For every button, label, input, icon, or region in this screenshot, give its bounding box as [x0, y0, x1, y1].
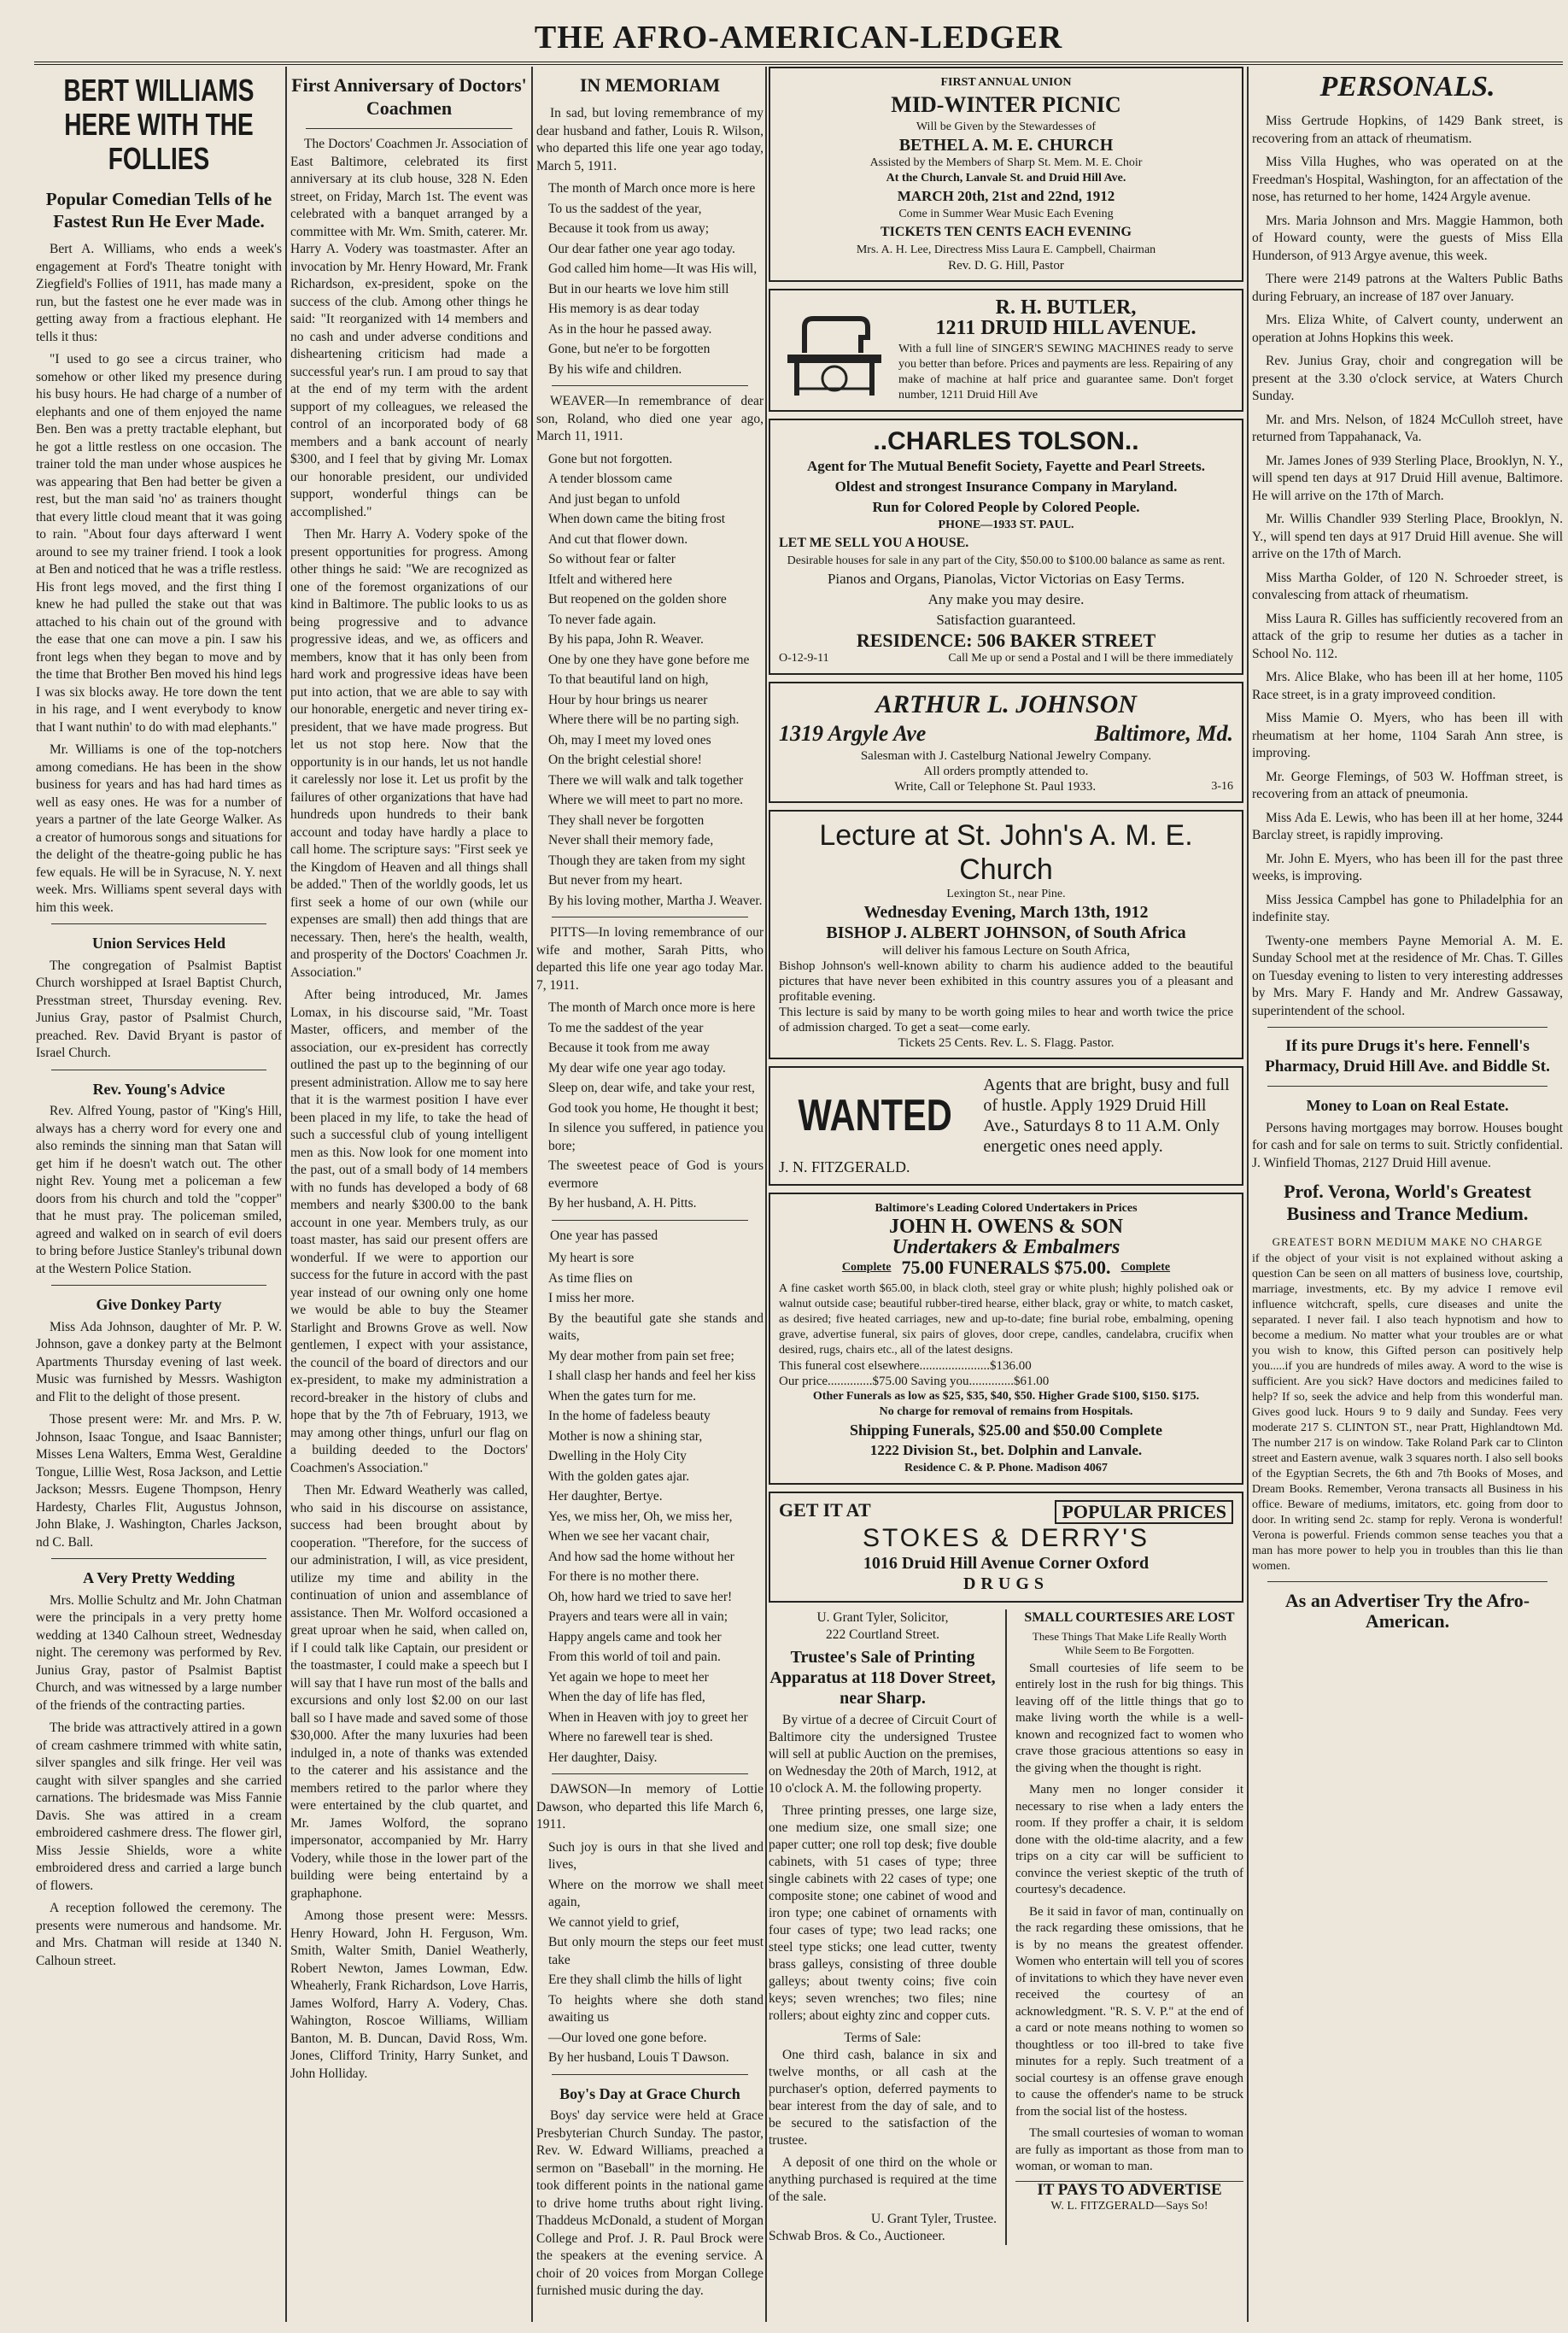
article-paragraph: Then Mr. Harry A. Vodery spoke of the present opportunities for progress. Among other things he said: "We are recognized as one of the foremost organizations of our kind in Baltimore. The public looks to us as being progressive and to advance progressive ideas, and we, as officers and members, know that it has only been from hard work and progressive ideas have been put into action, that we are able to say with our honorable, energetic and never tiring ex-president, that we have made progress. But let us not stop here. Now that the opportunity is in our hands, let us not handle it carelessly nor lose it. Let us profit by the failures of other organizations that have had hundreds upon hundreds to their bank account and today have hardly a place to call home. The scripture says: "First seek ye the Kingdom of Heaven and all things shall be added." Then of the worldly goods, let us first seek a home of our own (while our expenses are small) then add things that are necessary. Then, here's the health, wealth, and prosperity of the Doctors' Coachmen Jr. Association.": [290, 527, 528, 980]
picnic-ad: [769, 67, 1243, 282]
tolson-footer: [779, 651, 1233, 666]
picnic-dates: MARCH 20th, 21st and 22nd, 1912: [897, 188, 1115, 204]
picnic-pastor: Rev. D. G. Hill, Pastor: [948, 259, 1064, 273]
poem-line: Because it took from us away;: [548, 221, 710, 236]
poem-line: Gone but not forgotten.: [548, 451, 673, 466]
wanted-ad: [769, 1066, 1243, 1186]
poem-line: Our dear father one year ago today.: [548, 241, 735, 256]
courtesies-paragraph: The small courtesies of woman to woman are fully as important as those from man to woman, or woman to man.: [1015, 2126, 1243, 2173]
personal-item: Mr. John E. Myers, who has been ill for the past three weeks, is improving.: [1252, 851, 1563, 883]
personal-item: Miss Gertrude Hopkins, of 1429 Bank street, is recovering from an attack of rheumatism.: [1252, 114, 1563, 146]
lecture-date: Wednesday Evening, March 13th, 1912: [863, 903, 1149, 922]
owens-top: Baltimore's Leading Colored Undertakers in Prices: [875, 1202, 1138, 1215]
personal-item: Mr. James Jones of 939 Sterling Place, Brooklyn, N. Y., will spend ten days at 917 Druid Hill avenue, Baltimore. He will arrive on the 17th of March.: [1252, 453, 1563, 503]
courtesies-paragraph: Small courtesies of life seem to be entirely lost in the rush for big things. This leaving off of the little things that go to make living worth the while is a well-known and recognized fact to women who crave those gracious attentions so easy in the giving when the thought is right.: [1015, 1661, 1243, 1775]
picnic-line: Will be Given by the Stewardesses of: [916, 120, 1097, 133]
poem-line: Though they are taken from my sight: [548, 853, 746, 868]
owens-complete: Complete: [841, 1261, 892, 1274]
personal-item: There were 2149 patrons at the Walters Public Baths during February, an increase of 187 over January.: [1252, 272, 1563, 304]
johnson-street: 1319 Argyle Ave: [779, 721, 927, 746]
trustee-auctioneer: Schwab Bros. & Co., Auctioneer.: [769, 2229, 945, 2243]
personal-item: Mr. George Flemings, of 503 W. Hoffman street, is recovering from an attack of pneumonia.: [1252, 769, 1563, 801]
poem-line: Gone, but ne'er to be forgotten: [548, 342, 711, 356]
poem-line: Because it took from me away: [548, 1040, 710, 1055]
personal-item: Miss Laura R. Gilles has sufficiently recovered from an attack of the grip to resume her duties as a tacher in School No. 112.: [1252, 611, 1563, 661]
courtesies-paragraph: Many men no longer consider it necessary to rise when a lady enters the room. If they proffer a chair, it is seldom done with the old-time alacrity, and a few trips on a city car will be sufficient to convince the veriest skeptic of the truth of courtesy's decadence.: [1015, 1783, 1243, 1896]
rev-young-heading: Rev. Young's Advice: [92, 1080, 225, 1098]
stokes-address: 1016 Druid Hill Avenue Corner Oxford: [863, 1554, 1150, 1573]
poem-line: Dwelling in the Holy City: [548, 1449, 687, 1463]
trustee-paragraph: One third cash, balance in six and twelve months, or all cash at the purchaser's option, deferred payments to bear interest from the day of sale, and to be secured to the satisfaction of the trustee.: [769, 2048, 997, 2148]
poem-line: The sweetest peace of God is yours evermore: [548, 1158, 764, 1191]
ad-subcolumns: [769, 1609, 1243, 2245]
divider: [552, 2074, 748, 2075]
money-heading: Money to Loan on Real Estate.: [1306, 1097, 1509, 1114]
wanted-signature: J. N. FITZGERALD.: [779, 1158, 910, 1175]
poem-line: A tender blossom came: [548, 472, 673, 486]
sewing-machine-icon: [779, 303, 890, 397]
poem-line: There we will walk and talk together: [548, 772, 744, 788]
poem-line: My dear wife one year ago today.: [548, 1060, 726, 1076]
boys-day-paragraph: Boys' day service were held at Grace Presbyterian Church Sunday. The pastor, Rev. W. Edward Williams, preached a sermon on "Baseball" in the morning. He took different points in the national game to drive home truths about right living. Thaddeus McDonald, a student of Morgan College and Prof. J. R. Paul Brock were the speakers at the evening service. A choir of 20 voices from Morgan College furnished music during the day.: [536, 2108, 764, 2298]
trustee-terms: Terms of Sale:: [844, 2031, 921, 2045]
owens-price: Our price..............$75.00 Saving you..............$61.00: [779, 1375, 1050, 1388]
owens-funerals: 75.00 FUNERALS $75.00.: [901, 1257, 1111, 1278]
picnic-church: BETHEL A. M. E. CHURCH: [898, 136, 1114, 155]
poem-line: So without fear or falter: [548, 552, 676, 566]
lecture-line: Tickets 25 Cents. Rev. L. S. Flagg. Pastor.: [898, 1036, 1115, 1050]
advertise-line: IT PAYS TO ADVERTISE: [1015, 2181, 1243, 2199]
lecture-ad: [769, 810, 1243, 1059]
poem-line: Prayers and tears were all in vain;: [548, 1609, 728, 1624]
poem-line: I miss her more.: [548, 1291, 635, 1305]
courtesies-subhead: These Things That Make Life Really Worth While Seem to Be Forgotten.: [1032, 1629, 1227, 1656]
coachmen-headline: First Anniversary of Doctors' Coachmen: [291, 74, 527, 119]
fennell-ad: If its pure Drugs it's here. Fennell's Pharmacy, Druid Hill Ave. and Biddle St.: [1265, 1037, 1550, 1076]
article-paragraph: Miss Ada Johnson, daughter of Mr. P. W. Johnson, gave a donkey party at the Belmont Apartments Thursday evening of last week. Music was furnished by Messrs. Washigton and Flit to the delight of those present.: [36, 1319, 282, 1404]
tolson-line: Satisfaction guaranteed.: [936, 612, 1076, 628]
memorial-intro: In sad, but loving remembrance of my dear husband and father, Louis R. Wilson, who departed this life one year ago today, March 5, 1911.: [536, 106, 764, 173]
poem-line: Mother is now a shining star,: [548, 1428, 703, 1444]
poem-line: Itfelt and withered here: [548, 572, 673, 587]
poem-line: Where no farewell tear is shed.: [548, 1730, 713, 1744]
verona-body: if the object of your visit is not explained without asking a question Can be seen on all matters of business love, courtship, marriage, investments, etc. By my advice I remove evil influence witchcraft, spells, cure diseases and unite the separated. I never fail. I also teach hypnotism and how to become a medium. No matter what your troubles are or what you wish to know, this Gifted person can positively help you.....if you are hundreds of miles away. A word to the wise is sufficient. Are you sick? Have doctors and medicines failed to help? If so, seek the advice and help from this wonderful man. Gives good luck. Hours 9 to 9 daily and Sunday. Fees very moderate 217 S. CLINTON ST., near Pratt, Highlandtown Md. The number 217 is on window. Take Roland Park car to Clinton street and Eastern avenue, walk 3 squares north. I also sell books of the Egyptian Secrets, the 6th and 7th Books of Moses, and Dream Books. Remember, Verona transacts all Business in his office. Beware of mediums, imitators, etc. going from door to door. In writing send 2c. stamp for reply. Verona is wonderful! Verona is powerful. Friends common sense teaches you that a man has more power to help you in troubles than this lie than women.: [1252, 1251, 1563, 1573]
courtesies-paragraph: Be it said in favor of man, continually on the rack regarding these omissions, that he is by no means the greatest offender. Women who entertain will tell you of scores of invitations to which they have never even received the courtesy of an acknowledgment. "R. S. V. P." at the end of a card or note means nothing to women so thoughtless or too ill-bred to take five minutes for a reply. Such treatment of a social courtesy is an offense grave enough to cause the offender's name to be struck from the social list of the hostess.: [1015, 1904, 1243, 2119]
stokes-ad: [769, 1492, 1243, 1603]
picnic-line: At the Church, Lanvale St. and Druid Hill Ave.: [886, 172, 1126, 185]
poem-line: In silence you suffered, in patience you bore;: [548, 1121, 764, 1153]
divider: [51, 923, 266, 924]
poem-line: When the day of life has fled,: [548, 1690, 705, 1704]
poem-line: Such joy is ours in that she lived and lives,: [548, 1839, 764, 1872]
poem-line: One by one they have gone before me: [548, 652, 750, 667]
poem-line: To never fade again.: [548, 612, 657, 627]
owens-funerals-row: [779, 1257, 1233, 1278]
article-paragraph: Mr. Williams is one of the top-notchers among comedians. He has been in the show business for years and has had hard times as well as easy ones. He was for a number of years a partner of the late George Walker. As a creator of humorous songs and situations for the delight of the theatre-going public he has few equals. He will be in Syracuse, N. Y. next week. Mrs. Williams spent several days with him this week.: [36, 742, 282, 915]
butler-ad: [769, 289, 1243, 412]
poem-line: My heart is sore: [548, 1251, 635, 1265]
tolson-phone: PHONE—1933 ST. PAUL.: [938, 519, 1074, 531]
personals-list: [1252, 113, 1563, 1020]
divider: [1267, 1581, 1548, 1582]
johnson-line: All orders promptly attended to.: [923, 765, 1089, 778]
memorial-intro: One year has passed: [550, 1228, 658, 1243]
wanted-word: WANTED: [798, 1091, 952, 1140]
johnson-footer: [779, 779, 1233, 794]
poem-line: By her husband, Louis T Dawson.: [548, 2050, 729, 2065]
picnic-title: MID-WINTER PICNIC: [891, 92, 1121, 117]
boys-day-heading: Boy's Day at Grace Church: [559, 2084, 740, 2102]
poem-line: And cut that flower down.: [548, 531, 688, 547]
trustee-solicitor: U. Grant Tyler, Solicitor,: [816, 1610, 949, 1625]
poem-line: But only mourn the steps our feet must take: [548, 1935, 764, 1967]
butler-text: With a full line of SINGER'S SEWING MACHINES ready to serve you better than before. Prices and payments are less. Repairing of any make of machine at half price and guarantee same. Don't forget number, 1211 Druid Hill Ave: [898, 343, 1233, 402]
verona-heading: Prof. Verona, World's Greatest Business and Trance Medium.: [1284, 1181, 1531, 1224]
union-services-heading: Union Services Held: [92, 935, 225, 952]
picnic-line: Assisted by the Members of Sharp St. Mem. M. E. Choir: [869, 156, 1143, 169]
personal-item: Mrs. Maria Johnson and Mrs. Maggie Hammon, both of Howard county, were the guests of Miss Ella Hunderson, of 913 Argye avenue, this week.: [1252, 213, 1563, 263]
trustee-paragraph: A deposit of one third on the whole or anything purchased is required at the time of the sale.: [769, 2155, 997, 2204]
poem-line: God took you home, He thought it best;: [548, 1100, 759, 1116]
column-1: [36, 67, 282, 1975]
poem-line: Sleep on, dear wife, and take your rest,: [548, 1081, 755, 1095]
poem-line: Yet again we hope to meet her: [548, 1669, 709, 1685]
tolson-line: Agent for The Mutual Benefit Society, Fayette and Pearl Streets.: [806, 458, 1205, 474]
picnic-line: Come in Summer Wear Music Each Evening: [898, 208, 1114, 220]
article-paragraph: The congregation of Psalmist Baptist Church worshipped at Israel Baptist Church, Presstman street, Thursday evening. Rev. Junius Gray, pastor of Psalmist Church, preached. Rev. David Bryant is pastor of Israel Church.: [36, 958, 282, 1060]
column-rule: [531, 67, 533, 2322]
poem-line: By his wife and children.: [548, 361, 682, 377]
personal-item: Mr. and Mrs. Nelson, of 1824 McCulloh street, have returned from Tappahanack, Va.: [1252, 412, 1563, 444]
personals-heading: PERSONALS.: [1319, 71, 1495, 103]
column-2: [290, 67, 528, 2088]
poem-line: By her husband, A. H. Pitts.: [548, 1196, 697, 1210]
money-paragraph: Persons having mortgages may borrow. Houses bought for cash and for sale on terms to suit. Strictly confidential. J. Winfield Thomas, 2127 Druid Hill avenue.: [1252, 1120, 1563, 1170]
johnson-address: [779, 719, 1233, 748]
johnson-city: Baltimore, Md.: [1094, 721, 1233, 746]
poem-line: His memory is as dear today: [548, 302, 699, 316]
johnson-ad: [769, 682, 1243, 803]
column-3: [536, 67, 764, 2306]
poem-line: Never shall their memory fade,: [548, 833, 714, 847]
poem-line: On the bright celestial shore!: [548, 753, 702, 767]
butler-name: R. H. BUTLER,: [995, 296, 1137, 319]
memoriam-headline: IN MEMORIAM: [579, 74, 721, 96]
column-rule: [765, 67, 767, 2322]
personal-item: Miss Mamie O. Myers, who has been ill with rheumatism at her home, 1104 Sarah Ann stree, is improving.: [1252, 711, 1563, 760]
johnson-line: Salesman with J. Castelburg National Jewelry Company.: [860, 749, 1152, 763]
poem-line: We cannot yield to grief,: [548, 1914, 680, 1930]
poem-line: Oh, how hard we tried to save her!: [548, 1589, 733, 1604]
poem-line: When in Heaven with joy to greet her: [548, 1709, 748, 1725]
poem-line: —Our loved one gone before.: [548, 2030, 707, 2045]
poem-line: By the beautiful gate she stands and waits,: [548, 1310, 764, 1343]
personal-item: Twenty-one members Payne Memorial A. M. E. Sunday School met at the residence of Mr. Chas. T. Gilles on Tuesday evening to listen to very interesting addresses by Mrs. Mary F. Handy and Mr. Andrew Gassaway, superintendent of the school.: [1252, 933, 1563, 1018]
owens-phone: Residence C. & P. Phone. Madison 4067: [904, 1462, 1108, 1474]
poem-line: To heights where she doth stand awaiting us: [548, 1992, 764, 2025]
poem-line: When down came the biting frost: [548, 512, 726, 526]
trustee-notice: [769, 1609, 997, 2245]
article-paragraph: After being introduced, Mr. James Lomax, in his discourse said, "Mr. Toast Master, officers, and member of the association, our ex-president has correctly outlined the past up to the beginning of our present administration. Allow me to say here that it is the warmest position I have ever been placed in my life, to take the head of such a successful club of young intelligent men as this. Now look for one moment into the past, out of a small body of 14 members with no funds has developed a body of 68 members and nearly $300.00 to the bank account in one year. Members truly, as our toast master, has said our present offers are wonderful. If we were to apportion our success for the future in accord with the past year instead of our owning only one home we would be able to buy the Steamer Starlight and Browns Grove as well. Now gentlemen, I expect with your assistance, the council of the board of directors and our ex-president, to make my administration a record-breaker in the history of clubs and hope that by the 7th of February, 1913, we may among other things, unfurl our flag on a building deeded to the Doctors' Coachmen's Association.": [290, 988, 528, 1475]
personal-item: Mrs. Eliza White, of Calvert county, underwent an operation at Johns Hopkins this week.: [1252, 313, 1563, 345]
picnic-line: Mrs. A. H. Lee, Directress Miss Laura E. Campbell, Chairman: [856, 243, 1156, 256]
article-paragraph: Bert A. Williams, who ends a week's engagement at Ford's Theatre tonight with Ziegfield's Follies of 1911, has made many a run, but the fastest one he ever made was in getting away from a fractious elephant. He tells it thus:: [36, 242, 282, 344]
tolson-code: O-12-9-11: [779, 652, 829, 665]
personal-item: Mr. Willis Chandler 939 Sterling Place, Brooklyn, N. Y., will spend ten days at 917 Druid Hill avenue. She will arrive on the 17th of March.: [1252, 512, 1563, 561]
tolson-line: Any make you may desire.: [927, 591, 1085, 607]
lecture-bishop: BISHOP J. ALBERT JOHNSON, of South Africa: [826, 923, 1186, 942]
divider: [1267, 1086, 1548, 1087]
poem-line: With the golden gates ajar.: [548, 1468, 690, 1484]
poem-line: And how sad the home without her: [548, 1549, 734, 1564]
poem-line: But in our hearts we love him still: [548, 281, 729, 296]
divider: [306, 128, 512, 129]
wanted-row: [779, 1075, 1233, 1157]
advertiser-footer: As an Advertiser Try the Afro-American.: [1284, 1589, 1530, 1632]
article-paragraph: The bride was attractively attired in a gown of cream cashmere trimmed with white satin, silver spangles and silk fringe. Her veil was caught with silver spangles and she carried carnations. The bridesmade was Miss Fannie Davis. She was attired in a cream embroidered cashmere dress. The flower girl, Miss Jessie Shields, wore a white embroidered dress and carried a large bunch of flowers.: [36, 1720, 282, 1893]
article-paragraph: Those present were: Mr. and Mrs. P. W. Johnson, Isaac Tongue, and Isaac Bannister; Misses Lena Walters, Emma West, Geraldine Tongue, Lillie West, Rosa Jackson, and Lettie Jackson; Messrs. Eugene Thompson, Henry Hardesty, Charles Flit, Augustus Johnson, John Blake, J. Washington, Charles Jackson, nd C. Ball.: [36, 1412, 282, 1550]
divider: [552, 385, 748, 386]
johnson-name: ARTHUR L. JOHNSON: [875, 690, 1137, 718]
article-paragraph: Rev. Alfred Young, pastor of "King's Hill, always has a cherry word for every one and also reminds the sinning man that Satan will get him if he doesn't watch out. The other night Rev. Young met a policeman a few doors from his church and told the "copper" that he must pray. The policeman smiled, agreed and walked on in search of evil doers to bring before Justice Stanley's tribunal down at the Western Police Station.: [36, 1104, 282, 1276]
verona-subhead: GREATEST BORN MEDIUM MAKE NO CHARGE: [1272, 1235, 1543, 1248]
tolson-line: Run for Colored People by Colored People.: [872, 499, 1140, 515]
poem-line: They shall never be forgotten: [548, 812, 705, 828]
poem-line: Her daughter, Daisy.: [548, 1750, 658, 1765]
personal-item: Mrs. Alice Blake, who has been ill at her home, 1105 Race street, is in a graty improveed condition.: [1252, 670, 1563, 702]
tolson-residence: RESIDENCE: 506 BAKER STREET: [856, 630, 1156, 651]
poem-line: For there is no mother there.: [548, 1569, 699, 1584]
poem-line: Yes, we miss her, Oh, we miss her,: [548, 1509, 733, 1524]
memorial-intro: WEAVER—In remembrance of dear son, Roland, who died one year ago, March 11, 1911.: [536, 394, 764, 443]
poem-line: And just began to unfold: [548, 491, 681, 507]
poem-line: The month of March once more is here: [548, 1000, 756, 1015]
poem-line: By his loving mother, Martha J. Weaver.: [548, 893, 763, 908]
donkey-party-heading: Give Donkey Party: [96, 1296, 222, 1313]
poem-line: As in the hour he passed away.: [548, 321, 712, 337]
divider: [1267, 1027, 1548, 1028]
personal-item: Miss Villa Hughes, who was operated on at the Freedman's Hospital, Washington, for an affectation of the nose, has returned to her home, 1424 Argyle avenue.: [1252, 155, 1563, 204]
column-rule: [1247, 67, 1249, 2322]
picnic-top: FIRST ANNUAL UNION: [940, 76, 1072, 89]
subcolumn-rule: [1005, 1609, 1007, 2245]
courtesies-heading: SMALL COURTESIES ARE LOST: [1024, 1610, 1235, 1625]
memorial-intro: DAWSON—In memory of Lottie Dawson, who departed this life March 6, 1911.: [536, 1782, 764, 1832]
article-paragraph: Among those present were: Messrs. Henry Howard, John H. Ferguson, Wm. Smith, Walter Smith, Daniel Weatherly, Robert Newton, James Lowman, Edw. Wheaherly, Frank Richardson, Love Harris, James Wolford, Harry A. Vodery, Chas. Wahington, Roscoe Williams, William Banton, M. B. Duncan, David Ross, Wm. Jones, Clifford Trinity, Harry Sunket, and John Holliday.: [290, 1908, 528, 2081]
divider: [552, 1220, 748, 1221]
owens-sub: Undertakers & Embalmers: [892, 1236, 1120, 1258]
poem-line: I shall clasp her hands and feel her kiss: [548, 1369, 756, 1383]
trustee-address: 222 Courtland Street.: [825, 1627, 940, 1642]
article-paragraph: The Doctors' Coachmen Jr. Association of East Baltimore, celebrated its first anniversary at its club house, 328 N. Eden street, on Friday, March 1st. The event was celebrated with a banquet arranged by a committee with Mr. Wm. Smith, caterer. Mr. Harry A. Vodery was toastmaster. After an invocation by Mr. Henry Howard, Mr. Frank Richardson, ex-president, spoke on the success of the club. Among other things he said: "It reorganized with 14 members and no cash and under adverse conditions and disheartening criticism had made a successful year's run. I am proud to say that at the end of my term with the ardent support of my colleagues, we released the control of an incorporated body of 68 members and a bank account of nearly $300, and I feel that by giving Mr. Lomax our honorable president, our undivided support, wonderful things can be accomplished.": [290, 137, 528, 519]
tolson-ad: [769, 419, 1243, 675]
trustee-signature: U. Grant Tyler, Trustee.: [871, 2212, 997, 2226]
masthead-rule: [34, 62, 1563, 65]
poem-line: To that beautiful land on high,: [548, 672, 709, 687]
article-paragraph: Mrs. Mollie Schultz and Mr. John Chatman were the principals in a very pretty home wedding at 1340 Calhoun street, Wednesday night. The ceremony was performed by Rev. Junius Gray, pastor of Psalmist Baptist Church, and was witnessed by a large number of the friends of the contracting parties.: [36, 1592, 282, 1713]
poem-line: Where on the morrow we shall meet again,: [548, 1877, 764, 1909]
owens-ad: [769, 1193, 1243, 1485]
poem-line: When we see her vacant chair,: [548, 1529, 710, 1544]
poem-line: My dear mother from pain set free;: [548, 1348, 734, 1363]
poem-line: Ere they shall climb the hills of light: [548, 1972, 742, 1987]
poem-line: God called him home—It was His will,: [548, 261, 758, 276]
tolson-line: Pianos and Organs, Pianolas, Victor Victorias on Easy Terms.: [827, 571, 1185, 587]
trustee-paragraph: Three printing presses, one large size, one medium size, one small size; one paper cutter; one roll top desk; five double cabinets, with 51 cases of type; three single cabinets with 22 cases of type; one composite stone; one cabinet of wood and iron type; one cabinet of ornaments with four cases of type; two lead racks; one steel type sticks; one lead cutter, twenty brass galleys, consisting of three double galleys; about twenty coins; five coin keys; seven wrenches; two files; nine rollers; about eighty zinc and copper cuts.: [769, 1803, 997, 2023]
poem-line: Happy angels came and took her: [548, 1629, 722, 1644]
trustee-paragraph: By virtue of a decree of Circuit Court of Baltimore city the undersigned Trustee will sell at public Auction on the premises, on Wednesday the 20th of March, 1912, at 10 o'clock A. M. the following property.: [769, 1713, 997, 1796]
johnson-code: 3-16: [1211, 780, 1233, 793]
poem-line: But never from my heart.: [548, 873, 683, 888]
poem-line: From this world of toil and pain.: [548, 1650, 721, 1664]
article-paragraph: Then Mr. Edward Weatherly was called, who said in his discourse on assistance, success had been brought about by cooperation. "Therefore, for the success of our administration, I will, as vice president, utilize my time and ability in the continuation of union and assemblance of assistance. Then Mr. Wolford occasioned a great uproar when he said, when called on, if I could talk like Captain, our president or the toastmaster, I could make a speech but I will say that I have run most of the balls and excursions and only lost $2.00 on our last ball so I have made and saved some of those $30,000. After the many luxuries had been indulged in, a note of thanks was extended to the caterer and his assistance and the members retired to the parlor where they were entertained by the club quartet, and Mr. James Wolford, the soprano impersonator, accompanied by Mr. Harry Vodery, while those in the lower part of the building were being entertaind by a graphaphone.: [290, 1483, 528, 1901]
stokes-popular-prices: POPULAR PRICES: [1055, 1500, 1233, 1524]
tolson-name: ..CHARLES TOLSON..: [873, 427, 1139, 455]
column-5: [1252, 67, 1563, 1640]
article-paragraph: A reception followed the ceremony. The presents were numerous and handsome. Mr. and Mrs. Chatman will reside at 1340 N. Calhoun street.: [36, 1901, 282, 1968]
poem-line: Oh, may I meet my loved ones: [548, 732, 711, 747]
owens-address: 1222 Division St., bet. Dolphin and Lanvale.: [869, 1442, 1143, 1458]
divider: [552, 1773, 748, 1774]
tolson-line: Desirable houses for sale in any part of the City, $50.00 to $100.00 balance as same as rent.: [787, 554, 1226, 567]
poem-line: To us the saddest of the year,: [548, 201, 702, 216]
poem-line: But reopened on the golden shore: [548, 592, 727, 607]
advertise-signature: W. L. FITZGERALD—Says So!: [1050, 2200, 1208, 2213]
poem-line: When the gates turn for me.: [548, 1388, 697, 1404]
poem-line: To me the saddest of the year: [548, 1020, 704, 1035]
owens-line: No charge for removal of remains from Hospitals.: [879, 1405, 1133, 1418]
tolson-line: LET ME SELL YOU A HOUSE.: [779, 536, 969, 550]
wedding-heading: A Very Pretty Wedding: [83, 1569, 235, 1586]
owens-text: A fine casket worth $65.00, in black cloth, steel gray or white plush; highly polished oak or walnut outside case; beautiful rubber-tired hearse, either black, gray or white, to match casket, as desired; five heated carriages, new and up-to-date; fine burial robe, embalming, opening grave, advertise funeral, six pairs of gloves, door crepe, candles, candelabra, crucifix when desired, rugs, chairs etc., all of the latest designs.: [779, 1282, 1233, 1357]
poem-line: Where there will be no parting sigh.: [548, 712, 740, 727]
owens-name: JOHN H. OWENS & SON: [888, 1216, 1124, 1238]
divider: [51, 1285, 266, 1286]
bert-williams-subhead: Popular Comedian Tells of he Fastest Run He Ever Made.: [45, 189, 272, 232]
bert-williams-headline: BERT WILLIAMS HERE WITH THE FOLLIES: [63, 73, 255, 176]
lecture-line: will deliver his famous Lecture on South Africa,: [882, 944, 1130, 958]
divider: [51, 1558, 266, 1559]
poem-line: By his papa, John R. Weaver.: [548, 632, 704, 647]
lecture-line: This lecture is said by many to be worth going miles to hear and worth twice the price of admission charged. To get a seat—come early.: [779, 1005, 1233, 1035]
owens-complete: Complete: [1120, 1261, 1171, 1274]
poem-line: Where we will meet to part no more.: [548, 793, 744, 807]
tolson-line: Call Me up or send a Postal and I will be there immediately: [948, 652, 1233, 665]
personal-item: Miss Jessica Campbel has gone to Philadelphia for an indefinite stay.: [1252, 892, 1563, 924]
lecture-line: Lexington St., near Pine.: [946, 888, 1066, 900]
owens-price: Other Funerals as low as $25, $35, $40, $50. Higher Grade $100, $150. $175.: [812, 1390, 1200, 1403]
stokes-top: [779, 1500, 1233, 1524]
article-paragraph: "I used to go see a circus trainer, who somehow or other liked my presence during his busy hours. He had charge of a number of elephants and one of them enjoyed the name Ben. Ben was a pretty tractable elephant, but he got a little restless on one occasion. The trainer told the man under whose auspices he was appearing that Ben had better be given a rest, but the man said 'no' as trainers thought that every little cloud meant that it was going to rain. "About four days afterward I went around to see my trainer friend. I took a look at Ben and noticed that he was a trifle restless. His front legs moved, and the first thing I knew he had pulled the stake out that was attached to his chain out of the ground with the ease that one can move a pin. I saw his front legs when they began to move and by the time that Brother Ben moved his hind legs I was six blocks away. He tore down the tent in his rage, and I went everybody to know that I want nuthin' to do with mad elephants.": [36, 352, 282, 735]
memorial-intro: PITTS—In loving remembrance of our wife and mother, Sarah Pitts, who departed this life one year ago today Mar. 7, 1911.: [536, 925, 764, 993]
courtesies-article: [1015, 1609, 1243, 2245]
owens-price: This funeral cost elsewhere......................$136.00: [779, 1359, 1032, 1373]
butler-address: 1211 DRUID HILL AVENUE.: [935, 317, 1196, 339]
picnic-tickets: TICKETS TEN CENTS EACH EVENING: [880, 225, 1132, 239]
wanted-text: Agents that are bright, busy and full of hustle. Apply 1929 Druid Hill Ave., Saturdays 8 to 11 A.M. Only energetic ones need apply.: [983, 1076, 1230, 1156]
stokes-drugs: DRUGS: [962, 1574, 1049, 1593]
poem-line: In the home of fadeless beauty: [548, 1409, 711, 1423]
poem-line: The month of March once more is here: [548, 181, 756, 196]
poem-line: As time flies on: [548, 1270, 633, 1286]
stokes-get-it-at: GET IT AT: [779, 1499, 871, 1521]
johnson-line: Write, Call or Telephone St. Paul 1933.: [894, 780, 1097, 794]
column-rule: [285, 67, 287, 2322]
stokes-name: STOKES & DERRY'S: [862, 1524, 1150, 1552]
column-4: [769, 67, 1243, 2245]
tolson-line: Oldest and strongest Insurance Company in Maryland.: [834, 478, 1178, 495]
personal-item: Rev. Junius Gray, choir and congregation will be present at the 3.30 o'clock service, at Waters Church Sunday.: [1252, 354, 1563, 403]
owens-shipping: Shipping Funerals, $25.00 and $50.00 Complete: [849, 1421, 1163, 1439]
lecture-title: Lecture at St. John's A. M. E. Church: [819, 819, 1193, 886]
lecture-line: Bishop Johnson's well-known ability to charm his audience added to the beautiful pictures that have never been exhibited in this country assures you of a pleasant and profitable evening.: [779, 959, 1233, 1004]
poem-line: Hour by hour brings us nearer: [548, 692, 708, 707]
trustee-heading: Trustee's Sale of Printing Apparatus at 118 Dover Street, near Sharp.: [769, 1648, 996, 1708]
poem-line: Her daughter, Bertye.: [548, 1489, 663, 1504]
masthead: THE AFRO-AMERICAN-LEDGER: [534, 20, 1063, 56]
personal-item: Miss Martha Golder, of 120 N. Schroeder street, is convalescing from attack of rheumatism.: [1252, 570, 1563, 602]
personal-item: Miss Ada E. Lewis, who has been ill at her home, 3244 Barclay street, is rapidly improving.: [1252, 810, 1563, 842]
